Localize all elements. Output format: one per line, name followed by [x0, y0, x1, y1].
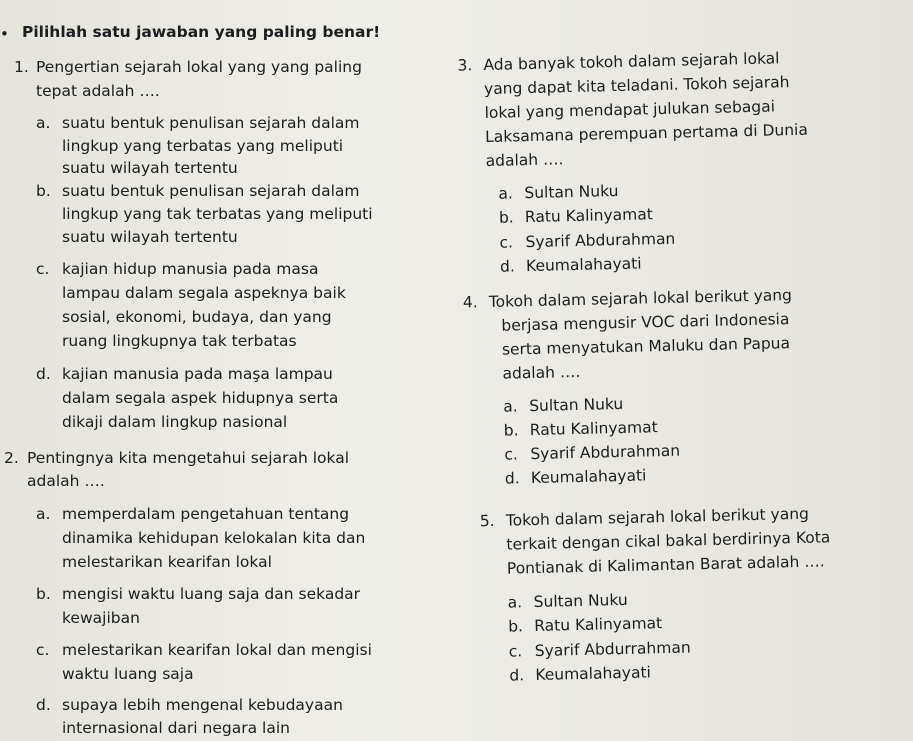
option-letter: c. [36, 260, 50, 278]
q3-stem-line: adalah …. [485, 150, 564, 171]
option-text: Keumalahayati [535, 663, 652, 685]
option-text: sosial, ekonomi, budaya, dan yang [62, 308, 332, 326]
q4-stem-line: adalah …. [502, 362, 581, 383]
option-text: lingkup yang terbatas yang meliputi [62, 137, 344, 155]
option-letter: b. [36, 585, 51, 603]
instruction-heading: Pilihlah satu jawaban yang paling benar! [22, 23, 381, 41]
option-text: lampau dalam segala aspeknya baik [62, 284, 346, 302]
option-letter: a. [503, 397, 518, 416]
option-text: suatu wilayah tertentu [62, 228, 238, 246]
option-text: kewajiban [62, 609, 140, 627]
q4-number: 4. [462, 293, 478, 312]
q3-number: 3. [457, 56, 473, 75]
option-text: memperdalam pengetahuan tentang [62, 505, 350, 523]
q1-number: 1. [14, 58, 29, 76]
option-letter: d. [36, 696, 51, 714]
q1-stem-line: Pengertian sejarah lokal yang yang paling [36, 58, 362, 76]
q3-stem-line: lokal yang mendapat julukan sebagai [484, 97, 776, 123]
q3-stem-line: Laksamana perempuan pertama di Dunia [484, 120, 809, 147]
option-letter: a. [36, 505, 51, 523]
option-text: Ratu Kalinyamat [524, 205, 654, 227]
option-text: suatu bentuk penulisan sejarah dalam [62, 182, 360, 200]
option-letter: a. [498, 184, 514, 203]
q4-stem-line: Tokoh dalam sejarah lokal berikut yang [488, 286, 793, 311]
q1-stem-line: tepat adalah …. [36, 82, 160, 100]
option-letter: d. [504, 469, 520, 488]
option-text: suatu wilayah tertentu [62, 159, 238, 177]
q4-stem-line: berjasa mengusir VOC dari Indonesia [501, 310, 790, 335]
q5-stem-line: Pontianak di Kalimantan Barat adalah …. [506, 552, 825, 578]
option-text: Ratu Kalinyamat [529, 418, 658, 440]
option-letter: c. [504, 445, 518, 464]
q4-stem-line: serta menyatukan Maluku dan Papua [501, 334, 791, 359]
option-text: Syarif Abdurrahman [534, 638, 691, 661]
option-text: Sultan Nuku [533, 590, 628, 612]
option-letter: b. [503, 421, 519, 440]
option-text: Syarif Abdurahman [525, 229, 676, 252]
option-letter: a. [507, 593, 523, 612]
option-letter: d. [499, 257, 516, 276]
option-letter: c. [499, 233, 514, 252]
option-letter: b. [508, 617, 524, 636]
option-letter: b. [36, 182, 51, 200]
option-text: waktu luang saja [62, 665, 194, 683]
q5-number: 5. [479, 511, 495, 531]
q5-stem-line: terkait dengan cikal bakal berdirinya Kota [506, 528, 831, 554]
option-text: kajian manusia pada maşa lampau [62, 365, 333, 383]
option-text: internasional dari negara lain [62, 719, 290, 737]
option-letter: c. [508, 642, 523, 661]
option-text: ruang lingkupnya tak terbatas [62, 332, 297, 350]
q3-stem-line: Ada banyak tokoh dalam sejarah lokal [483, 49, 780, 75]
option-text: dikaji dalam lingkup nasional [62, 413, 288, 431]
q2-stem-line: Pentingnya kita mengetahui sejarah lokal [27, 449, 350, 467]
option-text: Syarif Abdurahman [530, 441, 681, 464]
option-text: melestarikan kearifan lokal dan mengisi [62, 641, 372, 659]
option-letter: a. [36, 114, 51, 132]
option-text: Keumalahayati [530, 466, 647, 488]
q2-stem-line: adalah …. [27, 472, 105, 490]
option-text: dalam segala aspek hidupnya serta [62, 389, 339, 407]
option-letter: d. [36, 365, 51, 383]
option-text: suatu bentuk penulisan sejarah dalam [62, 114, 360, 132]
option-letter: c. [36, 641, 50, 659]
option-text: dinamika kehidupan kelokalan kita dan [62, 529, 366, 547]
option-text: Keumalahayati [525, 254, 642, 276]
instruction-bullet: • [0, 25, 9, 43]
option-text: Ratu Kalinyamat [534, 614, 663, 636]
option-letter: d. [509, 666, 525, 685]
option-text: melestarikan kearifan lokal [62, 553, 272, 571]
option-text: supaya lebih mengenal kebudayaan [62, 696, 343, 714]
q2-number: 2. [4, 449, 19, 467]
option-text: mengisi waktu luang saja dan sekadar [62, 585, 361, 603]
option-text: Sultan Nuku [524, 182, 619, 203]
q5-stem-line: Tokoh dalam sejarah lokal berikut yang [505, 504, 810, 530]
q3-stem-line: yang dapat kita teladani. Tokoh sejarah [483, 73, 790, 99]
option-text: lingkup yang tak terbatas yang meliputi [62, 205, 373, 223]
option-text: kajian hidup manusia pada masa [62, 260, 319, 278]
option-letter: b. [498, 208, 514, 227]
option-text: Sultan Nuku [529, 394, 624, 416]
